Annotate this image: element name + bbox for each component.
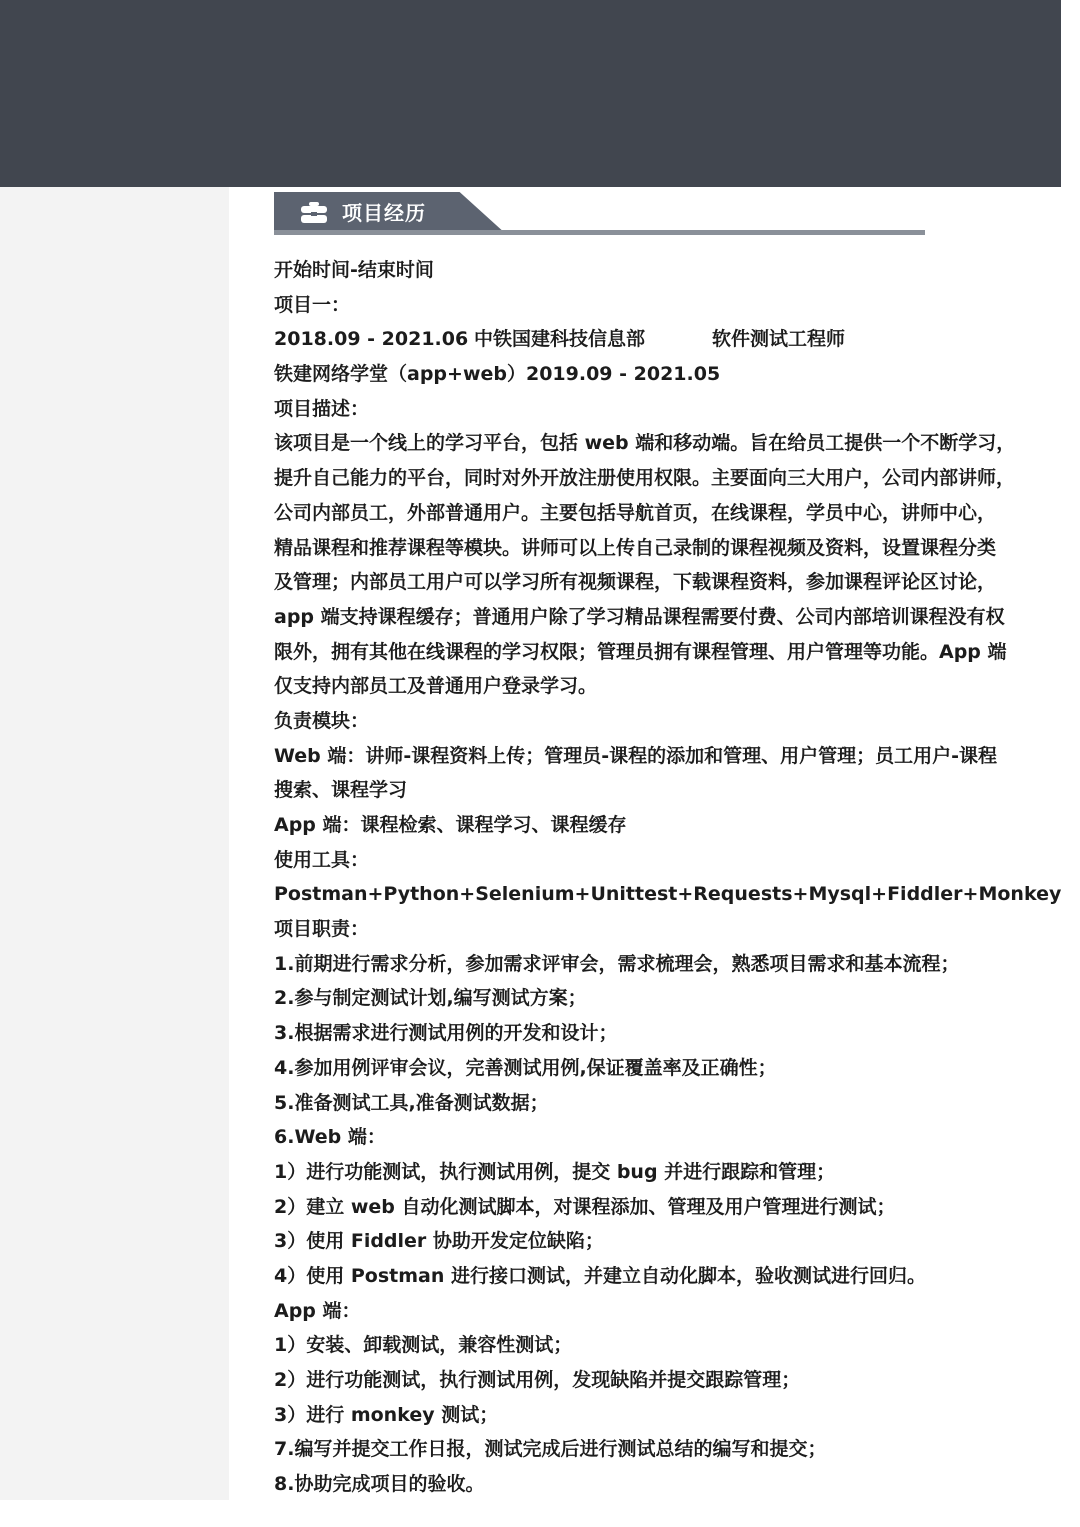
job-row bbox=[274, 322, 1044, 357]
briefcase-icon bbox=[300, 202, 328, 224]
duty-line: 3）使用 Fiddler 协助开发定位缺陷； bbox=[274, 1230, 604, 1253]
desc-line: 该项目是一个线上的学习平台，包括 web 端和移动端。旨在给员工提供一个不断学习， bbox=[274, 432, 1016, 455]
right-margin bbox=[1061, 0, 1080, 1527]
duty-line: 8.协助完成项目的验收。 bbox=[274, 1473, 485, 1496]
module-line: 搜索、课程学习 bbox=[274, 779, 408, 802]
duty-line: 7.编写并提交工作日报，测试完成后进行测试总结的编写和提交； bbox=[274, 1438, 827, 1461]
module-line: Web 端：讲师-课程资料上传；管理员-课程的添加和管理、用户管理；员工用户-课程 bbox=[274, 744, 998, 767]
section-underline bbox=[274, 230, 925, 235]
duties-label: 项目职责： bbox=[274, 918, 370, 941]
job-company: 中铁国建科技信息部 bbox=[474, 328, 646, 351]
duty-line: 2）进行功能测试，执行测试用例，发现缺陷并提交跟踪管理； bbox=[274, 1369, 801, 1391]
project-label: 项目一： bbox=[274, 293, 351, 316]
modules bbox=[274, 739, 1044, 843]
duty-line: 4）使用 Postman 进行接口测试，并建立自动化脚本，验收测试进行回归。 bbox=[274, 1264, 926, 1287]
project-content bbox=[274, 253, 1062, 1502]
section-title: 项目经历 bbox=[342, 201, 426, 225]
desc-line: 限外，拥有其他在线课程的学习权限；管理员拥有课程管理、用户管理等功能。App 端 bbox=[274, 640, 1007, 663]
desc-label: 项目描述： bbox=[274, 397, 370, 420]
duties bbox=[274, 947, 1044, 1502]
duty-line: 3.根据需求进行测试用例的开发和设计； bbox=[274, 1022, 618, 1045]
module-line: App 端：课程检索、课程学习、课程缓存 bbox=[274, 814, 627, 836]
section-header bbox=[274, 192, 926, 238]
desc-line: 提升自己能力的平台，同时对外开放注册使用权限。主要面向三大用户，公司内部讲师， bbox=[274, 467, 1016, 490]
desc-line: 仅支持内部员工及普通用户登录学习。 bbox=[274, 675, 598, 698]
duty-line: 2）建立 web 自动化测试脚本，对课程添加、管理及用户管理进行测试； bbox=[274, 1195, 896, 1218]
duty-line: 1）安装、卸载测试，兼容性测试； bbox=[274, 1334, 573, 1357]
job-role: 软件测试工程师 bbox=[712, 328, 846, 351]
duty-line: 1）进行功能测试，执行测试用例，提交 bug 并进行跟踪和管理； bbox=[274, 1160, 836, 1183]
duty-line: 1.前期进行需求分析，参加需求评审会，需求梳理会，熟悉项目需求和基本流程； bbox=[274, 952, 960, 975]
duty-line: 6.Web 端： bbox=[274, 1126, 386, 1149]
duty-line: 4.参加用例评审会议，完善测试用例,保证覆盖率及正确性； bbox=[274, 1056, 777, 1079]
time-range: 开始时间-结束时间 bbox=[274, 259, 434, 281]
desc-line: 精品课程和推荐课程等模块。讲师可以上传自己录制的课程视频及资料，设置课程分类 bbox=[274, 536, 997, 559]
top-banner bbox=[0, 0, 1061, 187]
left-sidebar-panel bbox=[0, 187, 229, 1500]
desc-line: 公司内部员工，外部普通用户。主要包括导航首页，在线课程，学员中心，讲师中心， bbox=[274, 501, 997, 524]
tools-list: Postman+Python+Selenium+Unittest+Requests+Mysql+Fiddler+Monkey bbox=[274, 883, 1062, 906]
job-period: 2018.09 - 2021.06 bbox=[274, 328, 469, 351]
tools-label: 使用工具： bbox=[274, 848, 370, 871]
duty-line: 3）进行 monkey 测试； bbox=[274, 1403, 499, 1426]
modules-label: 负责模块： bbox=[274, 709, 370, 732]
duty-line: App 端： bbox=[274, 1299, 361, 1322]
project-name: 铁建网络学堂（app+web）2019.09 - 2021.05 bbox=[274, 363, 721, 386]
desc-line: app 端支持课程缓存；普通用户除了学习精品课程需要付费、公司内部培训课程没有权 bbox=[274, 605, 1005, 628]
description bbox=[274, 426, 1044, 704]
duty-line: 5.准备测试工具,准备测试数据； bbox=[274, 1091, 549, 1114]
duty-line: 2.参与制定测试计划,编写测试方案； bbox=[274, 987, 587, 1010]
desc-line: 及管理；内部员工用户可以学习所有视频课程，下载课程资料，参加课程评论区讨论， bbox=[274, 571, 997, 594]
